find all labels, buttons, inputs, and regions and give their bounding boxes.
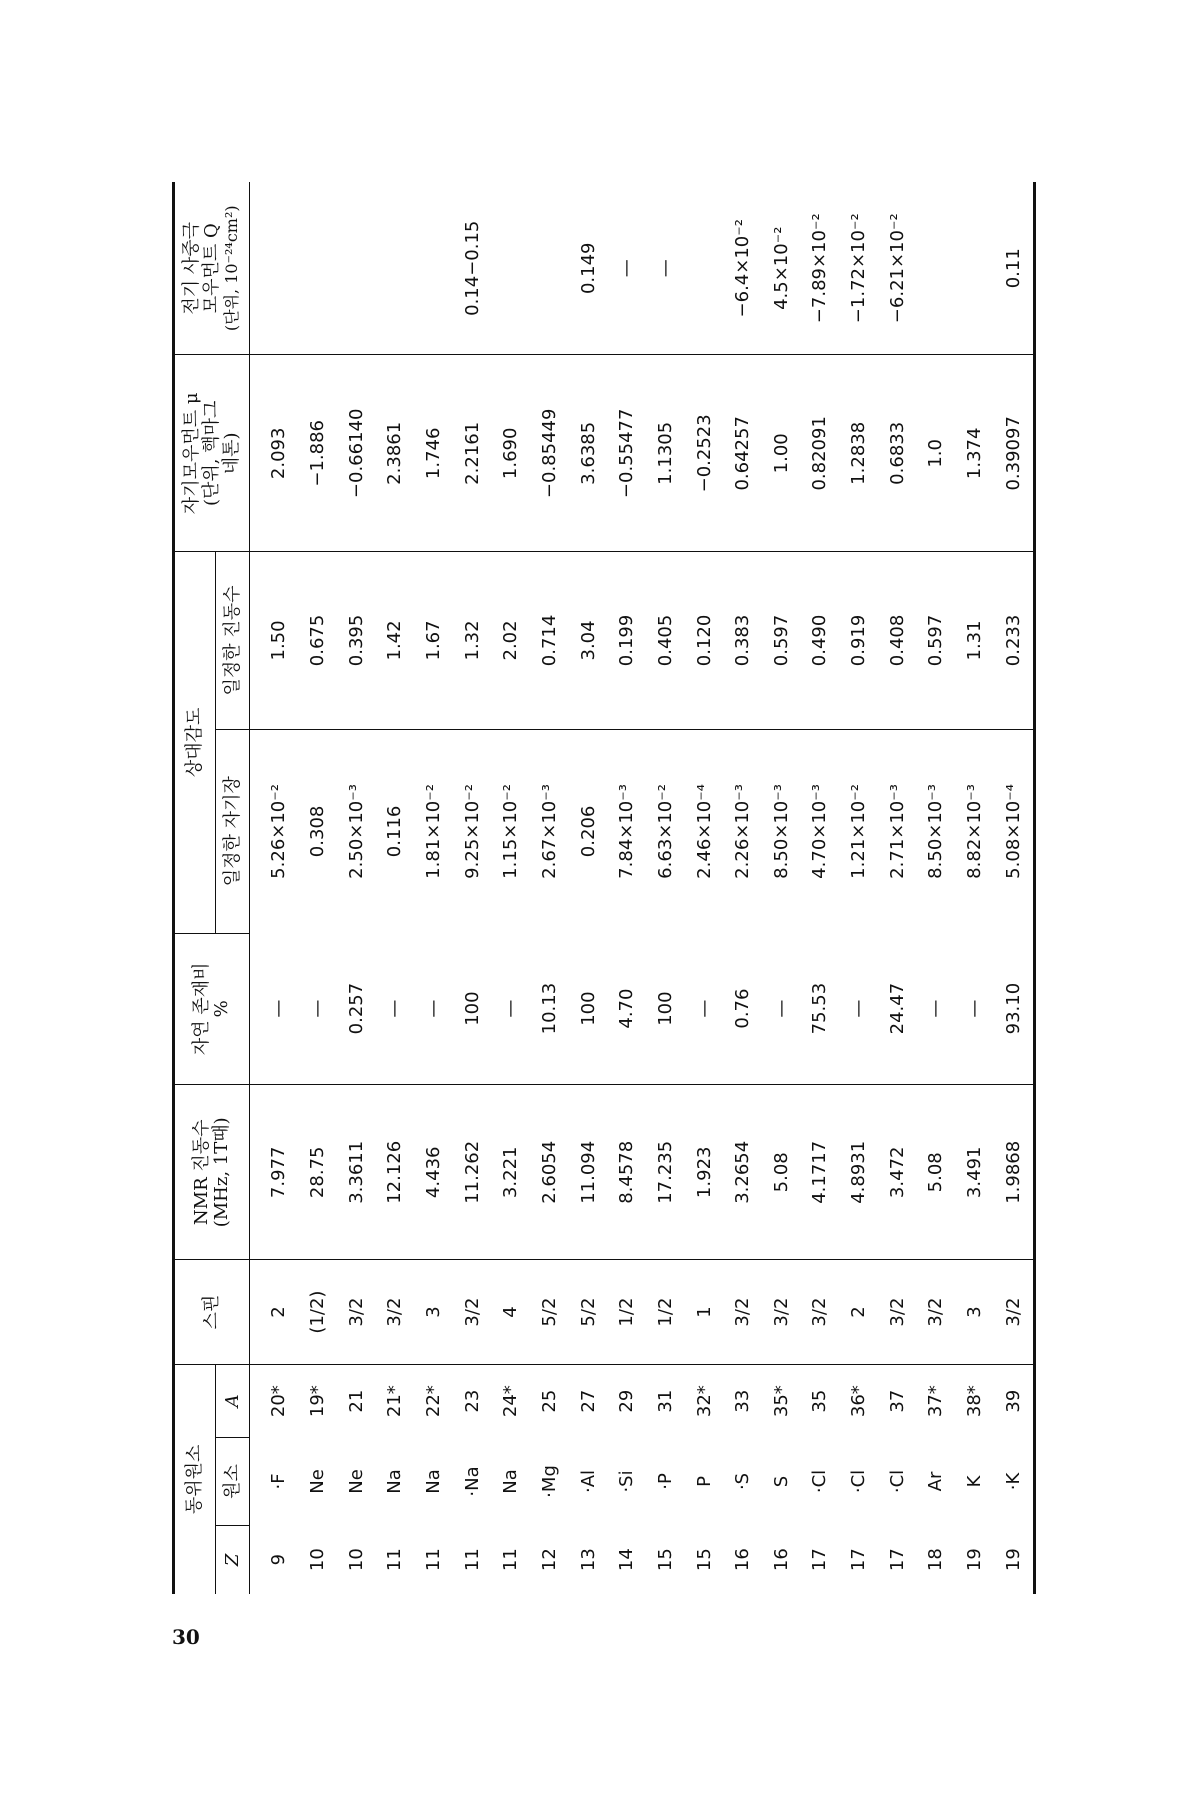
cell-quadrupole-moment xyxy=(685,182,724,355)
cell-sensitivity-field: 7.84×10⁻³ xyxy=(616,784,638,879)
cell-a: 37* xyxy=(925,1385,947,1418)
cell-a: 21* xyxy=(384,1385,406,1418)
cell-quadrupole-moment xyxy=(917,182,956,355)
cell-z: 19 xyxy=(1002,1548,1024,1572)
cell-sensitivity-frequency: 3.04 xyxy=(569,552,608,730)
cell-nmr-frequency: 3.221 xyxy=(491,1085,530,1260)
cell-spin: 1/2 xyxy=(646,1260,685,1364)
header-abundance-line2: % xyxy=(211,1000,232,1018)
cell-magnetic-moment: 2.2161 xyxy=(453,355,492,552)
header-abundance-line1: 자연 존재비 xyxy=(191,962,212,1056)
cell-sensitivity-field: 9.25×10⁻² xyxy=(461,784,483,879)
cell-a: 33 xyxy=(732,1389,754,1413)
header-element: 원소 xyxy=(216,1438,250,1526)
cell-magnetic-moment: 0.6833 xyxy=(878,355,917,552)
cell-sensitivity-frequency: 1.67 xyxy=(414,552,453,730)
cell-sensitivity-field: 0.206 xyxy=(577,805,599,858)
cell-sensitivity-field: 8.50×10⁻³ xyxy=(925,784,947,879)
cell-element: ·S xyxy=(732,1472,754,1491)
header-magnetic-moment-line1: 자기모우먼트 μ xyxy=(181,392,202,515)
cell-magnetic-moment: 1.374 xyxy=(955,355,994,552)
cell-a: 21 xyxy=(345,1389,367,1413)
cell-element: Na xyxy=(422,1469,444,1494)
cell-magnetic-moment: −0.2523 xyxy=(685,355,724,552)
cell-abundance: 75.53 xyxy=(801,933,840,1085)
cell-spin: 3/2 xyxy=(375,1260,414,1364)
cell-magnetic-moment: −1.886 xyxy=(298,355,337,552)
cell-z: 16 xyxy=(770,1548,792,1572)
cell-quadrupole-moment xyxy=(491,182,530,355)
cell-quadrupole-moment: 4.5×10⁻² xyxy=(762,182,801,355)
table-row xyxy=(839,182,878,1594)
header-nmr-frequency xyxy=(174,1085,250,1260)
cell-spin: 4 xyxy=(491,1260,530,1364)
cell-nmr-frequency: 5.08 xyxy=(917,1085,956,1260)
cell-element: ·Na xyxy=(461,1466,483,1497)
cell-spin: 3/2 xyxy=(801,1260,840,1364)
cell-sensitivity-frequency: 0.408 xyxy=(878,552,917,730)
cell-nmr-frequency: 5.08 xyxy=(762,1085,801,1260)
cell-quadrupole-moment: −1.72×10⁻² xyxy=(839,182,878,355)
cell-sensitivity-frequency: 0.383 xyxy=(723,552,762,730)
table-row xyxy=(917,182,956,1594)
cell-z: 15 xyxy=(693,1548,715,1572)
cell-nmr-frequency: 28.75 xyxy=(298,1085,337,1260)
cell-z: 9 xyxy=(267,1553,289,1566)
cell-abundance: 24.47 xyxy=(878,933,917,1085)
cell-element: ·Al xyxy=(577,1469,599,1493)
cell-z: 19 xyxy=(964,1548,986,1572)
header-quadrupole-line1: 전기 사중극 xyxy=(181,221,202,315)
cell-z: 14 xyxy=(616,1548,638,1572)
cell-quadrupole-moment xyxy=(250,182,299,355)
cell-element: Ne xyxy=(306,1469,328,1494)
table-row xyxy=(685,182,724,1594)
cell-a: 23 xyxy=(461,1389,483,1413)
cell-z: 11 xyxy=(500,1548,522,1572)
table-row xyxy=(414,182,453,1594)
cell-a: 39 xyxy=(1002,1389,1024,1413)
header-sensitivity-frequency: 일정한 진동수 xyxy=(216,552,250,730)
cell-abundance: 100 xyxy=(569,933,608,1085)
cell-nmr-frequency: 17.235 xyxy=(646,1085,685,1260)
cell-sensitivity-field: 2.67×10⁻³ xyxy=(538,784,560,879)
table-row xyxy=(491,182,530,1594)
cell-a: 36* xyxy=(848,1385,870,1418)
cell-magnetic-moment: 0.82091 xyxy=(801,355,840,552)
cell-element: ·F xyxy=(267,1473,289,1490)
cell-spin: 2 xyxy=(250,1260,299,1364)
cell-nmr-frequency: 3.2654 xyxy=(723,1085,762,1260)
cell-quadrupole-moment xyxy=(375,182,414,355)
cell-nmr-frequency: 11.094 xyxy=(569,1085,608,1260)
header-quadrupole-line3: (단위, 10⁻²⁴cm²) xyxy=(222,205,241,332)
header-quadrupole-line2: 모우먼트 Q xyxy=(201,223,222,314)
cell-sensitivity-frequency: 0.597 xyxy=(917,552,956,730)
cell-magnetic-moment: 0.39097 xyxy=(994,355,1035,552)
header-nmr-frequency-line2: (MHz, 1T때) xyxy=(211,1117,232,1228)
cell-a: 35 xyxy=(809,1389,831,1413)
cell-sensitivity-frequency: 1.31 xyxy=(955,552,994,730)
header-isotope-group: 동위원소 xyxy=(174,1364,216,1594)
cell-magnetic-moment: 1.690 xyxy=(491,355,530,552)
cell-element: ·Cl xyxy=(886,1469,908,1494)
cell-z: 10 xyxy=(345,1548,367,1572)
table-row xyxy=(607,182,646,1594)
cell-a: 35* xyxy=(770,1385,792,1418)
cell-nmr-frequency: 4.8931 xyxy=(839,1085,878,1260)
cell-abundance: 10.13 xyxy=(530,933,569,1085)
table-row xyxy=(762,182,801,1594)
cell-quadrupole-moment: — xyxy=(607,182,646,355)
cell-magnetic-moment: 1.0 xyxy=(917,355,956,552)
cell-spin: 5/2 xyxy=(569,1260,608,1364)
cell-sensitivity-frequency: 1.32 xyxy=(453,552,492,730)
cell-abundance: — xyxy=(375,933,414,1085)
cell-sensitivity-frequency: 0.919 xyxy=(839,552,878,730)
cell-element: ·Cl xyxy=(809,1469,831,1494)
table-row xyxy=(723,182,762,1594)
cell-quadrupole-moment: −6.4×10⁻² xyxy=(723,182,762,355)
cell-spin: 3/2 xyxy=(762,1260,801,1364)
cell-element: ·K xyxy=(1002,1472,1024,1491)
cell-spin: (1/2) xyxy=(298,1260,337,1364)
cell-magnetic-moment: 0.64257 xyxy=(723,355,762,552)
cell-magnetic-moment: 1.2838 xyxy=(839,355,878,552)
cell-z: 13 xyxy=(577,1548,599,1572)
cell-z: 11 xyxy=(461,1548,483,1572)
cell-magnetic-moment: 2.093 xyxy=(250,355,299,552)
cell-sensitivity-frequency: 0.490 xyxy=(801,552,840,730)
cell-sensitivity-field: 0.116 xyxy=(384,805,406,858)
cell-sensitivity-field: 2.71×10⁻³ xyxy=(886,784,908,879)
cell-nmr-frequency: 1.923 xyxy=(685,1085,724,1260)
cell-sensitivity-field: 8.50×10⁻³ xyxy=(770,784,792,879)
cell-element: Na xyxy=(500,1469,522,1494)
cell-spin: 3 xyxy=(414,1260,453,1364)
isotope-nmr-table-frame xyxy=(172,182,1036,1594)
cell-sensitivity-frequency: 2.02 xyxy=(491,552,530,730)
cell-element: ·Si xyxy=(616,1470,638,1493)
cell-a: 29 xyxy=(616,1389,638,1413)
cell-spin: 3/2 xyxy=(878,1260,917,1364)
cell-spin: 2 xyxy=(839,1260,878,1364)
cell-sensitivity-frequency: 1.42 xyxy=(375,552,414,730)
cell-quadrupole-moment: −6.21×10⁻² xyxy=(878,182,917,355)
cell-magnetic-moment: 2.3861 xyxy=(375,355,414,552)
cell-magnetic-moment: −0.55477 xyxy=(607,355,646,552)
cell-a: 25 xyxy=(538,1389,560,1413)
cell-nmr-frequency: 4.436 xyxy=(414,1085,453,1260)
cell-sensitivity-field: 1.81×10⁻² xyxy=(422,784,444,879)
header-magnetic-moment xyxy=(174,355,250,552)
cell-z: 11 xyxy=(422,1548,444,1572)
cell-a: 22* xyxy=(422,1385,444,1418)
cell-element: P xyxy=(693,1476,715,1487)
cell-nmr-frequency: 8.4578 xyxy=(607,1085,646,1260)
cell-spin: 1 xyxy=(685,1260,724,1364)
cell-sensitivity-field: 5.08×10⁻⁴ xyxy=(1002,784,1024,879)
cell-quadrupole-moment xyxy=(414,182,453,355)
cell-z: 16 xyxy=(732,1548,754,1572)
cell-element: S xyxy=(770,1475,792,1488)
cell-spin: 1/2 xyxy=(607,1260,646,1364)
header-magnetic-moment-line3: 네톤) xyxy=(221,432,242,475)
cell-sensitivity-field: 2.26×10⁻³ xyxy=(732,784,754,879)
cell-nmr-frequency: 12.126 xyxy=(375,1085,414,1260)
header-sensitivity-group: 상대감도 xyxy=(174,552,216,933)
cell-quadrupole-moment xyxy=(298,182,337,355)
table-header xyxy=(174,182,250,1594)
cell-abundance: — xyxy=(685,933,724,1085)
cell-z: 12 xyxy=(538,1548,560,1572)
cell-sensitivity-frequency: 0.714 xyxy=(530,552,569,730)
cell-abundance: — xyxy=(917,933,956,1085)
cell-spin: 3/2 xyxy=(337,1260,376,1364)
header-sensitivity-field: 일정한 자기장 xyxy=(216,729,250,933)
table-body xyxy=(250,182,1035,1594)
cell-z: 15 xyxy=(654,1548,676,1572)
cell-abundance: — xyxy=(762,933,801,1085)
cell-sensitivity-frequency: 0.675 xyxy=(298,552,337,730)
cell-a: 37 xyxy=(886,1389,908,1413)
cell-z: 10 xyxy=(306,1548,328,1572)
cell-nmr-frequency: 11.262 xyxy=(453,1085,492,1260)
cell-spin: 5/2 xyxy=(530,1260,569,1364)
table-row xyxy=(250,182,299,1594)
header-spin: 스핀 xyxy=(174,1260,250,1364)
table-row xyxy=(337,182,376,1594)
cell-z: 18 xyxy=(925,1548,947,1572)
cell-abundance: 93.10 xyxy=(994,933,1035,1085)
header-abundance xyxy=(174,933,250,1085)
cell-a: 31 xyxy=(654,1389,676,1413)
cell-abundance: 4.70 xyxy=(607,933,646,1085)
cell-z: 17 xyxy=(848,1548,870,1572)
cell-element: Ne xyxy=(345,1469,367,1494)
cell-sensitivity-frequency: 0.395 xyxy=(337,552,376,730)
cell-sensitivity-field: 4.70×10⁻³ xyxy=(809,784,831,879)
cell-sensitivity-field: 1.21×10⁻² xyxy=(848,784,870,879)
table-row xyxy=(298,182,337,1594)
cell-a: 19* xyxy=(306,1385,328,1418)
page-number: 30 xyxy=(172,1625,200,1649)
cell-abundance: — xyxy=(250,933,299,1085)
cell-sensitivity-field: 5.26×10⁻² xyxy=(267,784,289,879)
cell-magnetic-moment: 1.1305 xyxy=(646,355,685,552)
cell-quadrupole-moment: 0.11 xyxy=(994,182,1035,355)
cell-a: 24* xyxy=(500,1385,522,1418)
header-magnetic-moment-line2: (단위, 핵마그 xyxy=(201,400,222,507)
cell-quadrupole-moment: 0.149 xyxy=(569,182,608,355)
cell-magnetic-moment: 1.00 xyxy=(762,355,801,552)
table-row xyxy=(569,182,608,1594)
cell-sensitivity-field: 2.50×10⁻³ xyxy=(345,784,367,879)
table-row xyxy=(646,182,685,1594)
isotope-nmr-table xyxy=(172,182,1036,1594)
cell-element: ·Mg xyxy=(538,1465,560,1498)
cell-z: 11 xyxy=(384,1548,406,1572)
cell-element: Ar xyxy=(925,1471,947,1492)
cell-spin: 3/2 xyxy=(917,1260,956,1364)
cell-nmr-frequency: 7.977 xyxy=(250,1085,299,1260)
cell-sensitivity-frequency: 0.233 xyxy=(994,552,1035,730)
cell-quadrupole-moment: — xyxy=(646,182,685,355)
cell-a: 20* xyxy=(267,1385,289,1418)
cell-abundance: — xyxy=(414,933,453,1085)
cell-element: ·Cl xyxy=(848,1469,870,1494)
table-row xyxy=(375,182,414,1594)
cell-abundance: 100 xyxy=(646,933,685,1085)
table-row xyxy=(801,182,840,1594)
cell-spin: 3 xyxy=(955,1260,994,1364)
table-row xyxy=(878,182,917,1594)
cell-element: ·P xyxy=(654,1473,676,1490)
cell-quadrupole-moment: 0.14−0.15 xyxy=(453,182,492,355)
cell-abundance: 100 xyxy=(453,933,492,1085)
cell-abundance: — xyxy=(491,933,530,1085)
table-row xyxy=(453,182,492,1594)
table-row xyxy=(955,182,994,1594)
cell-abundance: — xyxy=(955,933,994,1085)
table-row xyxy=(530,182,569,1594)
table-row xyxy=(994,182,1035,1594)
cell-nmr-frequency: 3.472 xyxy=(878,1085,917,1260)
cell-sensitivity-field: 8.82×10⁻³ xyxy=(964,784,986,879)
cell-sensitivity-field: 6.63×10⁻² xyxy=(654,784,676,879)
cell-magnetic-moment: −0.66140 xyxy=(337,355,376,552)
cell-magnetic-moment: 3.6385 xyxy=(569,355,608,552)
header-a: A xyxy=(216,1364,250,1437)
header-quadrupole-moment xyxy=(174,182,250,355)
cell-a: 38* xyxy=(964,1385,986,1418)
cell-sensitivity-frequency: 0.199 xyxy=(607,552,646,730)
cell-sensitivity-field: 0.308 xyxy=(306,805,328,858)
cell-z: 17 xyxy=(886,1548,908,1572)
cell-quadrupole-moment xyxy=(530,182,569,355)
cell-nmr-frequency: 4.1717 xyxy=(801,1085,840,1260)
cell-spin: 3/2 xyxy=(723,1260,762,1364)
cell-sensitivity-frequency: 0.405 xyxy=(646,552,685,730)
cell-quadrupole-moment xyxy=(955,182,994,355)
cell-spin: 3/2 xyxy=(453,1260,492,1364)
header-z: Z xyxy=(216,1525,250,1594)
cell-sensitivity-frequency: 0.597 xyxy=(762,552,801,730)
cell-abundance: — xyxy=(298,933,337,1085)
cell-element: K xyxy=(964,1475,986,1488)
cell-nmr-frequency: 3.3611 xyxy=(337,1085,376,1260)
cell-quadrupole-moment xyxy=(337,182,376,355)
cell-abundance: 0.257 xyxy=(337,933,376,1085)
cell-element: Na xyxy=(384,1469,406,1494)
cell-z: 17 xyxy=(809,1548,831,1572)
cell-nmr-frequency: 3.491 xyxy=(955,1085,994,1260)
cell-sensitivity-frequency: 1.50 xyxy=(250,552,299,730)
cell-nmr-frequency: 2.6054 xyxy=(530,1085,569,1260)
cell-magnetic-moment: −0.85449 xyxy=(530,355,569,552)
header-nmr-frequency-line1: NMR 진동수 xyxy=(191,1119,212,1226)
cell-nmr-frequency: 1.9868 xyxy=(994,1085,1035,1260)
cell-spin: 3/2 xyxy=(994,1260,1035,1364)
cell-magnetic-moment: 1.746 xyxy=(414,355,453,552)
cell-sensitivity-field: 1.15×10⁻² xyxy=(500,784,522,879)
cell-a: 32* xyxy=(693,1385,715,1418)
cell-sensitivity-field: 2.46×10⁻⁴ xyxy=(693,784,715,879)
cell-a: 27 xyxy=(577,1389,599,1413)
cell-abundance: 0.76 xyxy=(723,933,762,1085)
cell-sensitivity-frequency: 0.120 xyxy=(685,552,724,730)
cell-abundance: — xyxy=(839,933,878,1085)
cell-quadrupole-moment: −7.89×10⁻² xyxy=(801,182,840,355)
